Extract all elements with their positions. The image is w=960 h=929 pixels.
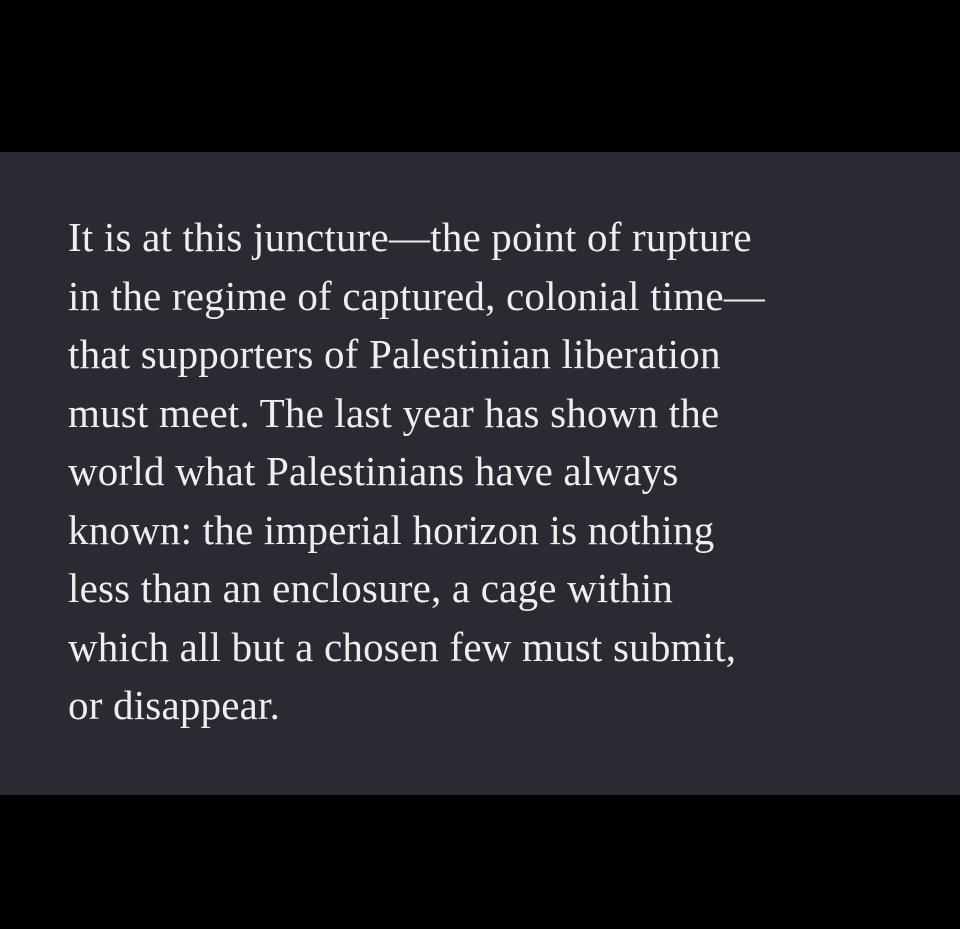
top-letterbox-bar bbox=[0, 0, 960, 152]
quote-line: must meet. The last year has shown the bbox=[68, 389, 720, 436]
quote-line: which all but a chosen few must submit, bbox=[68, 623, 737, 670]
quote-paragraph bbox=[68, 208, 900, 735]
bottom-letterbox-bar bbox=[0, 795, 960, 929]
quote-panel bbox=[0, 152, 960, 795]
quote-line: less than an enclosure, a cage within bbox=[68, 565, 674, 611]
quote-line: or disappear. bbox=[68, 682, 281, 728]
quote-line: in the regime of captured, colonial time— bbox=[68, 272, 765, 319]
quote-line: It is at this juncture—the point of rupture bbox=[68, 214, 752, 260]
quote-line: that supporters of Palestinian liberation bbox=[68, 331, 721, 377]
quote-line: world what Palestinians have always bbox=[68, 448, 679, 494]
quote-line: known: the imperial horizon is nothing bbox=[68, 506, 715, 553]
